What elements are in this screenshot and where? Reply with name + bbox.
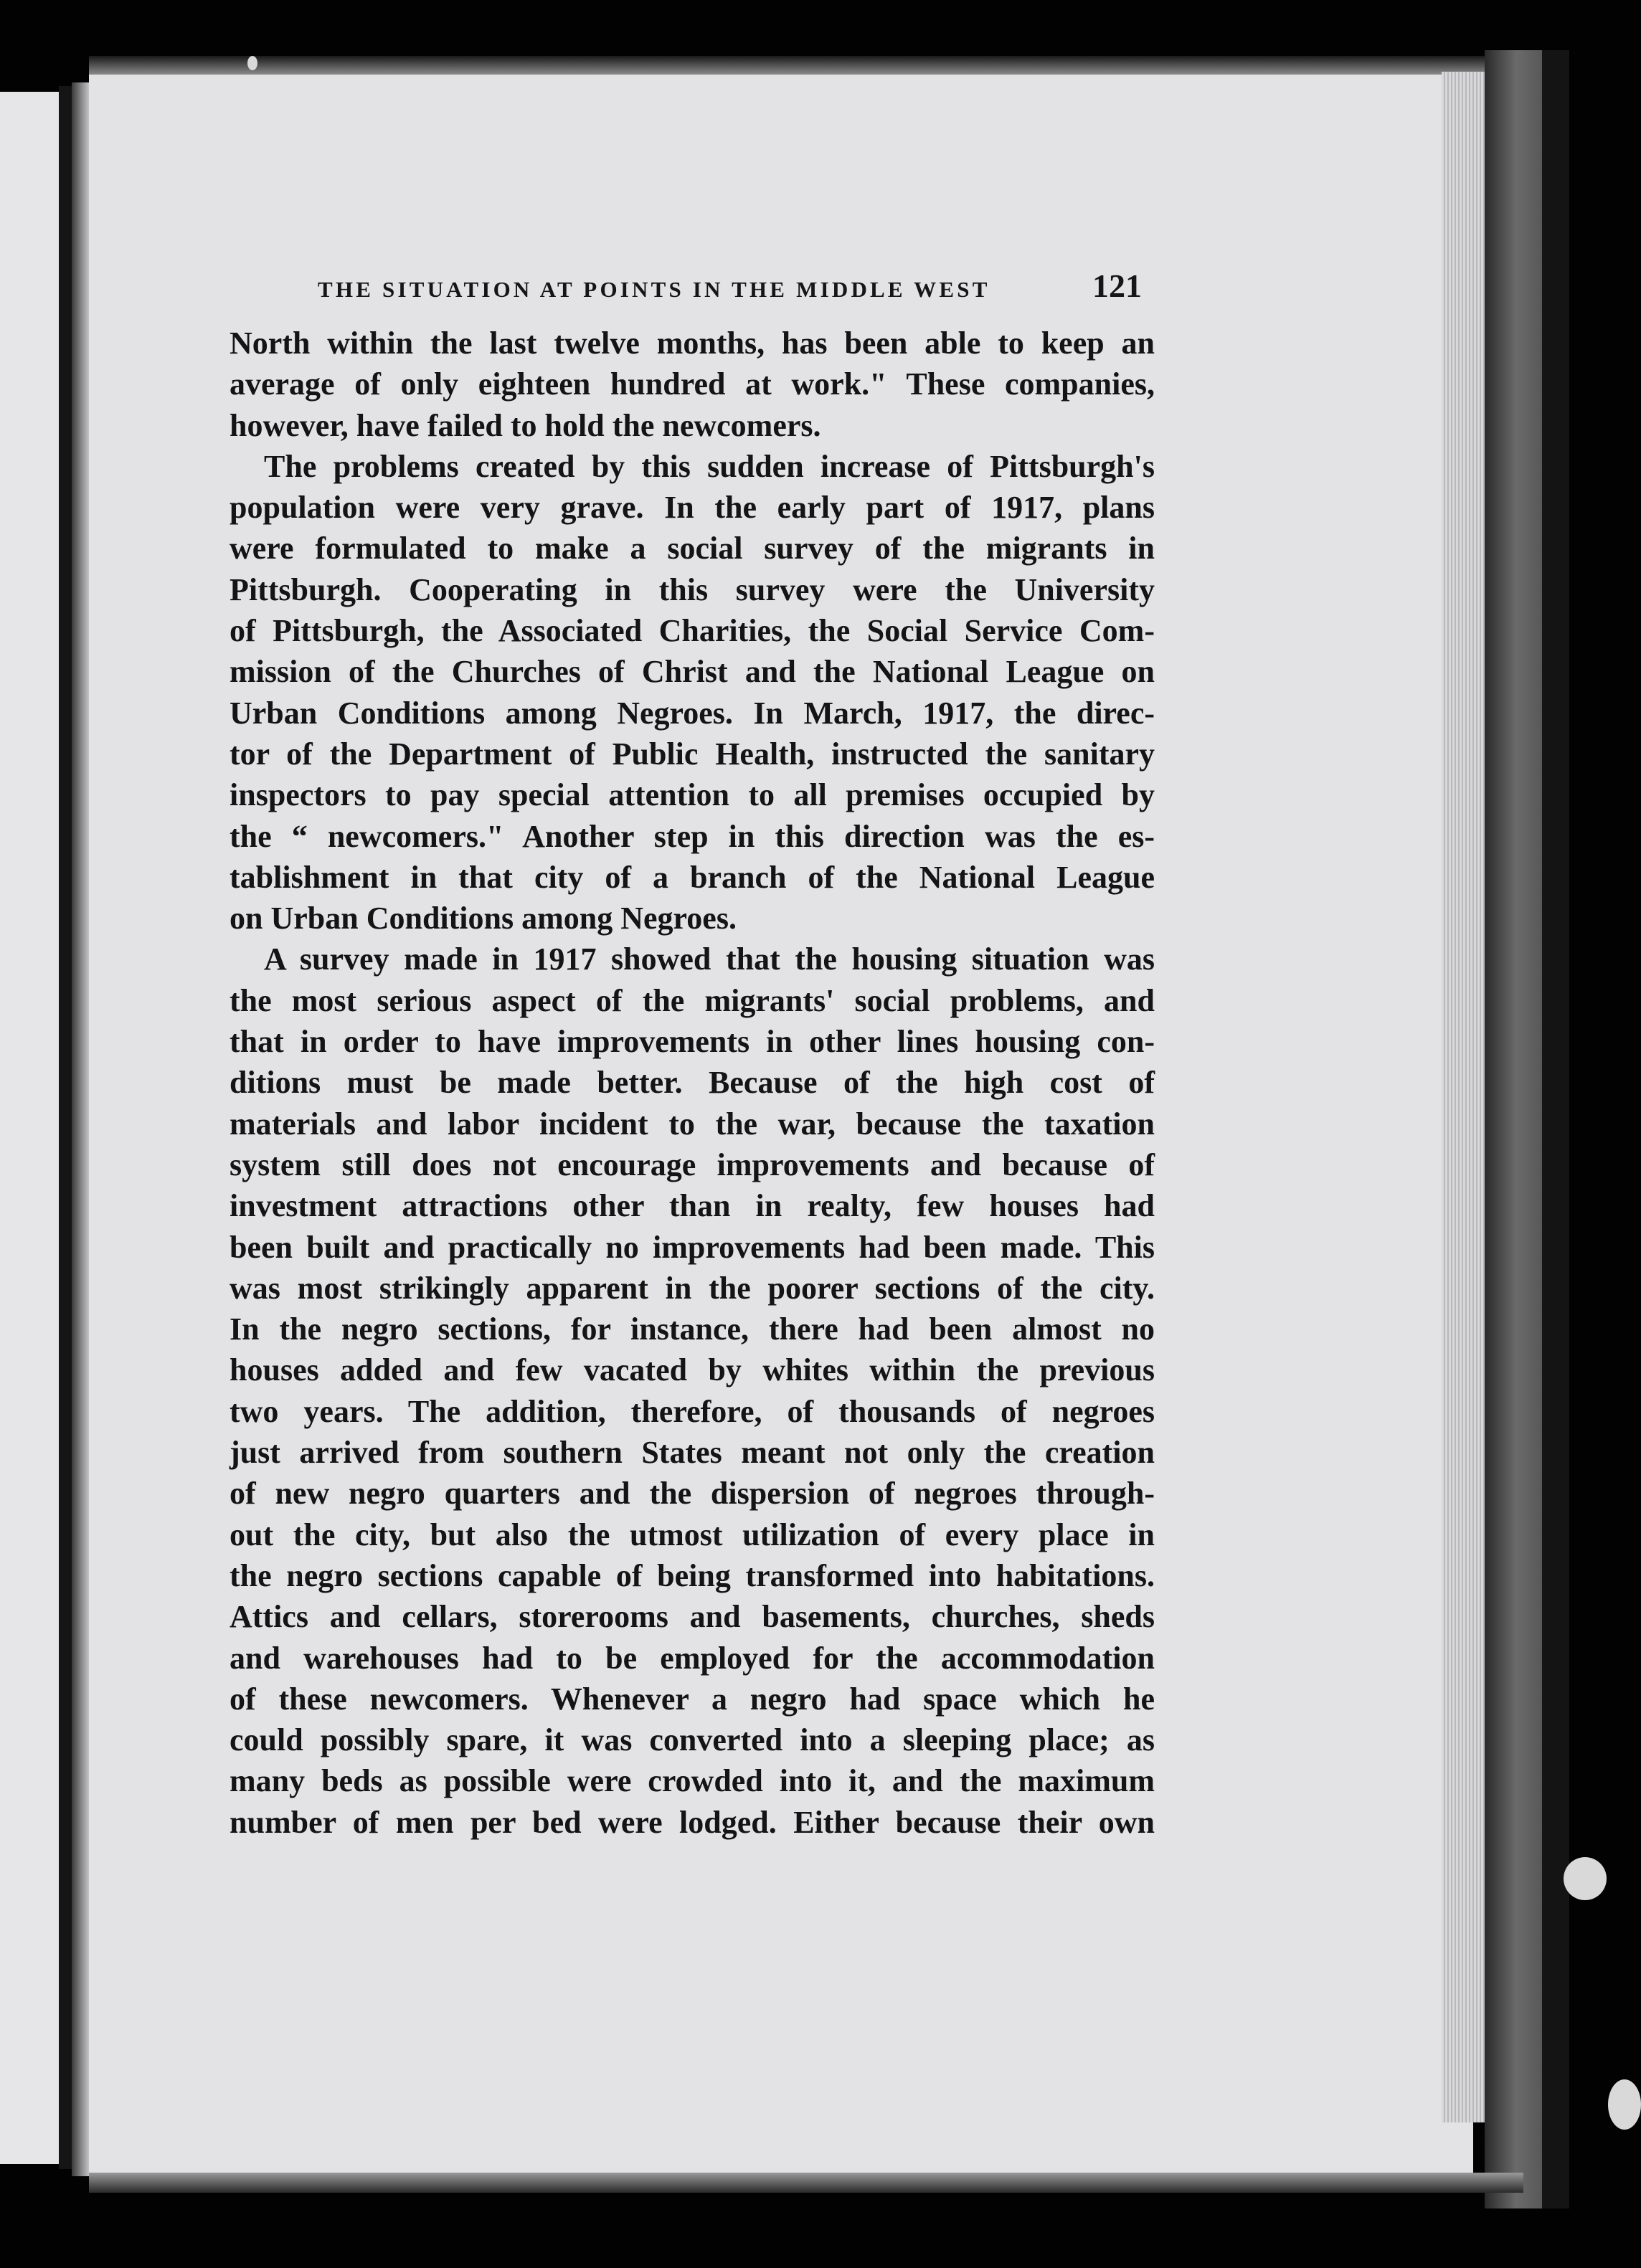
text-line: Attics and cellars, storerooms and basements, churches, sheds (230, 1599, 1155, 1635)
text-line: ditions must be made better. Because of the high cost of (230, 1065, 1155, 1101)
text-line: that in order to have improvements in other lines housing con- (230, 1024, 1155, 1060)
text-line: however, have failed to hold the newcomers. (230, 407, 821, 443)
text-line: inspectors to pay special attention to all premises occupied by (230, 777, 1155, 813)
text-line: been built and practically no improvements had been made. This (230, 1229, 1155, 1265)
text-line: two years. The addition, therefore, of thousands of negroes (230, 1393, 1155, 1429)
text-line: the most serious aspect of the migrants' social problems, and (230, 982, 1155, 1018)
text-line: on Urban Conditions among Negroes. (230, 901, 737, 936)
page-block-edges (1442, 72, 1485, 2122)
text-line: of new negro quarters and the dispersion of negroes through- (230, 1476, 1155, 1512)
running-head-title: THE SITUATION AT POINTS IN THE MIDDLE WEST (318, 277, 990, 302)
text-line: A survey made in 1917 showed that the housing situation was (264, 941, 1155, 977)
left-page-shadow (59, 86, 72, 2169)
text-line: of these newcomers. Whenever a negro had space which he (230, 1681, 1155, 1717)
text-line: In the negro sections, for instance, there had been almost no (230, 1311, 1155, 1347)
dust-speck (1608, 2079, 1641, 2130)
text-line: materials and labor incident to the war, because the taxation (230, 1106, 1155, 1142)
text-line: out the city, but also the utmost utilization of every place in (230, 1517, 1155, 1552)
text-line: number of men per bed were lodged. Either because their own (230, 1804, 1155, 1840)
text-line: system still does not encourage improvements and because of (230, 1147, 1155, 1182)
page-number: 121 (1092, 267, 1142, 304)
top-edge-shadow (89, 56, 1495, 75)
left-page-edge (0, 92, 59, 2164)
text-line: The problems created by this sudden increase of Pittsburgh's (264, 448, 1155, 484)
text-line: could possibly spare, it was converted into a sleeping place; as (230, 1722, 1155, 1758)
text-line: and warehouses had to be employed for the accommodation (230, 1640, 1155, 1676)
text-line: average of only eighteen hundred at work." These companies, (230, 366, 1155, 402)
text-line: Pittsburgh. Cooperating in this survey were the University (230, 571, 1155, 607)
text-line: was most strikingly apparent in the poorer sections of the city. (230, 1270, 1155, 1306)
bottom-edge-shadow (89, 2173, 1523, 2193)
text-line: the “ newcomers." Another step in this direction was the es- (230, 818, 1155, 854)
body-text (230, 323, 1155, 1843)
paragraph-1 (230, 323, 1155, 446)
paragraph-2 (230, 446, 1155, 939)
text-line: many beds as possible were crowded into it, and the maximum (230, 1763, 1155, 1799)
text-line: mission of the Churches of Christ and the National League on (230, 654, 1155, 690)
spine-crease (72, 82, 90, 2176)
text-line: were formulated to make a social survey of the migrants in (230, 531, 1155, 566)
text-line: of Pittsburgh, the Associated Charities, the Social Service Com- (230, 613, 1155, 649)
text-line: tor of the Department of Public Health, instructed the sanitary (230, 736, 1155, 772)
text-line: investment attractions other than in realty, few houses had (230, 1188, 1155, 1224)
dust-speck (247, 56, 257, 70)
dust-speck (1564, 1857, 1607, 1900)
running-head (230, 267, 1155, 310)
text-line: North within the last twelve months, has been able to keep an (230, 326, 1155, 361)
text-line: population were very grave. In the early part of 1917, plans (230, 490, 1155, 526)
text-line: houses added and few vacated by whites within the previous (230, 1352, 1155, 1388)
text-line: the negro sections capable of being transformed into habitations. (230, 1557, 1155, 1593)
text-line: tablishment in that city of a branch of the National League (230, 859, 1155, 895)
text-line: Urban Conditions among Negroes. In March, 1917, the direc- (230, 695, 1155, 731)
text-line: just arrived from southern States meant not only the creation (230, 1435, 1155, 1471)
paragraph-3 (230, 939, 1155, 1843)
